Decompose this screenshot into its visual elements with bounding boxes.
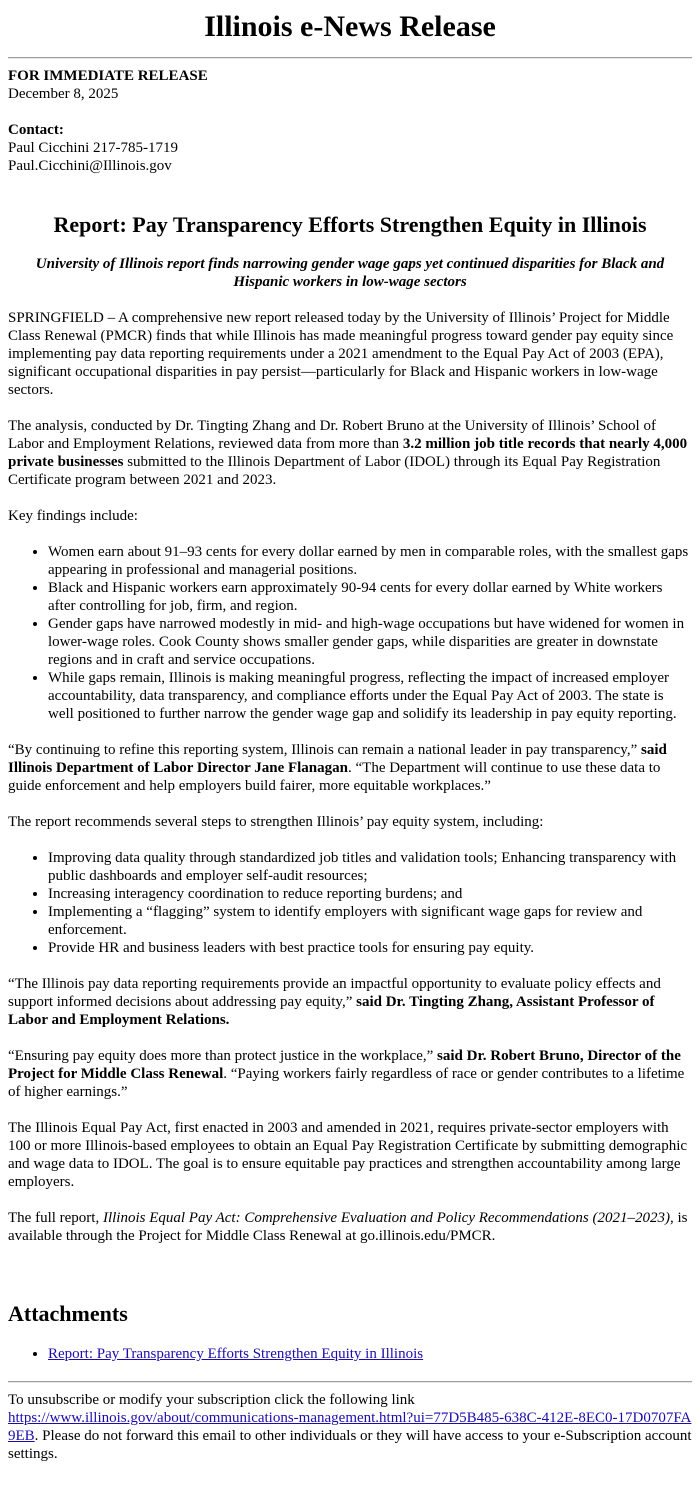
contact-label: Contact: — [8, 122, 64, 138]
page-title: Illinois e-News Release — [204, 10, 496, 43]
attachment-link[interactable]: Report: Pay Transparency Efforts Strengthen Equity in Illinois — [48, 1346, 424, 1362]
list-item: • Implementing a “flagging” system to identify employers with significant wage gaps for review and enforcement. — [48, 903, 692, 939]
contact-name-phone: Paul Cicchini 217-785-1719 — [8, 140, 178, 156]
list-item: • Gender gaps have narrowed modestly in mid- and high-wage occupations but have widened for women in lower-wage roles. Cook County shows smaller gender gaps, while disparities are greater in downstate regions and in craft and service occupations. — [48, 615, 692, 669]
list-item: • Increasing interagency coordination to reduce reporting burdens; and — [48, 885, 692, 903]
recommendations-intro: The report recommends several steps to strengthen Illinois’ pay equity system, including: — [8, 814, 544, 830]
quote-bruno: “Ensuring pay equity does more than protect justice in the workplace,” said Dr. Robert Bruno, Director of the Project for Middle Class Renewal. “Paying workers fairly regardless of race or gender contributes to a lifetime of higher earnings.” — [8, 1048, 685, 1100]
release-label: FOR IMMEDIATE RELEASE — [8, 68, 208, 84]
article-headline: Report: Pay Transparency Efforts Strengthen Equity in Illinois — [53, 212, 647, 237]
article-paragraph-epa: The Illinois Equal Pay Act, first enacted in 2003 and amended in 2021, requires private-sector employers with 100 or more Illinois-based employees to obtain an Equal Pay Registration Certificate by submitting demographic and wage data to IDOL. The goal is to ensure equitable pay practices and strengthen accountability among large employers. — [8, 1120, 688, 1190]
article-subhead: University of Illinois report finds narrowing gender wage gaps yet continued disparities for Black and Hispanic workers in low-wage sectors — [35, 256, 665, 290]
article-paragraph-intro: SPRINGFIELD – A comprehensive new report released today by the University of Illinois’ Project for Middle Class Renewal (PMCR) finds that while Illinois has made meaningful progress toward gender pay equity since implementing pay data reporting requirements under a 2021 amendment to the Equal Pay Act of 2003 (EPA), significant occupational disparities in pay persist—particularly for Black and Hispanic workers in low-wage sectors. — [8, 310, 674, 398]
quote-zhang: “The Illinois pay data reporting requirements provide an impactful opportunity to evaluate policy effects and support informed decisions about addressing pay equity,” said Dr. Tingting Zhang, Assistant Professor of Labor and Employment Relations. — [8, 976, 661, 1028]
findings-list — [8, 543, 692, 723]
footer-divider — [8, 1381, 692, 1383]
attachments-heading: Attachments — [8, 1301, 128, 1326]
subscription-link[interactable]: https://www.illinois.gov/about/communications-management.html?ui=77D5B485-638C-412E-8EC0-17D0707FA9EB — [8, 1410, 692, 1444]
records-highlight: 3.2 million job title records that nearly 4,000 private businesses — [8, 436, 688, 470]
article-paragraph-full-report: The full report, Illinois Equal Pay Act: Comprehensive Evaluation and Policy Recommendations (2021–2023), is available through the Project for Middle Class Renewal at go.illinois.edu/PMCR. — [8, 1210, 688, 1244]
list-item — [48, 1345, 692, 1363]
list-item: • Improving data quality through standardized job titles and validation tools; Enhancing transparency with public dashboards and employer self-audit resources; — [48, 849, 692, 885]
attachments-list — [8, 1345, 692, 1363]
report-title: Illinois Equal Pay Act: Comprehensive Evaluation and Policy Recommendations (2021–2023) — [102, 1210, 670, 1226]
list-item: • While gaps remain, Illinois is making meaningful progress, reflecting the impact of increased employer accountability, data transparency, and compliance efforts under the Equal Pay Act of 2003. The state is well positioned to further narrow the gender wage gap and solidify its leadership in pay equity reporting. — [48, 669, 692, 723]
list-item: • Black and Hispanic workers earn approximately 90-94 cents for every dollar earned by White workers after controlling for job, firm, and region. — [48, 579, 692, 615]
quote-flanagan: “By continuing to refine this reporting system, Illinois can remain a national leader in pay transparency,” said Illinois Department of Labor Director Jane Flanagan. “The Department will continue to use these data to guide enforcement and help employers build fairer, more equitable workplaces.” — [8, 742, 667, 794]
contact-info — [8, 121, 692, 175]
list-item: • Women earn about 91–93 cents for every dollar earned by men in comparable roles, with the smallest gaps appearing in professional and managerial positions. — [48, 543, 692, 579]
list-item: • Provide HR and business leaders with best practice tools for ensuring pay equity. — [48, 939, 692, 957]
recommendations-list — [8, 849, 692, 957]
article-paragraph-analysis: The analysis, conducted by Dr. Tingting Zhang and Dr. Robert Bruno at the University of Illinois’ School of Labor and Employment Relations, reviewed data from more than 3.2 million job title records that nearly 4,000 private businesses submitted to the Illinois Department of Labor (IDOL) through its Equal Pay Registration Certificate program between 2021 and 2023. — [8, 418, 688, 488]
findings-intro: Key findings include: — [8, 508, 138, 524]
top-divider — [8, 57, 692, 59]
contact-email: Paul.Cicchini@Illinois.gov — [8, 158, 172, 174]
unsubscribe-notice: To unsubscribe or modify your subscription click the following link https://www.illinois.gov/about/communications-management.html?ui=77D5B485-638C-412E-8EC0-17D0707FA9EB. Please do not forward this email to other individuals or they will have access to your e-Subscription account settings. — [8, 1392, 692, 1462]
release-info — [8, 67, 692, 103]
release-date: December 8, 2025 — [8, 86, 119, 102]
